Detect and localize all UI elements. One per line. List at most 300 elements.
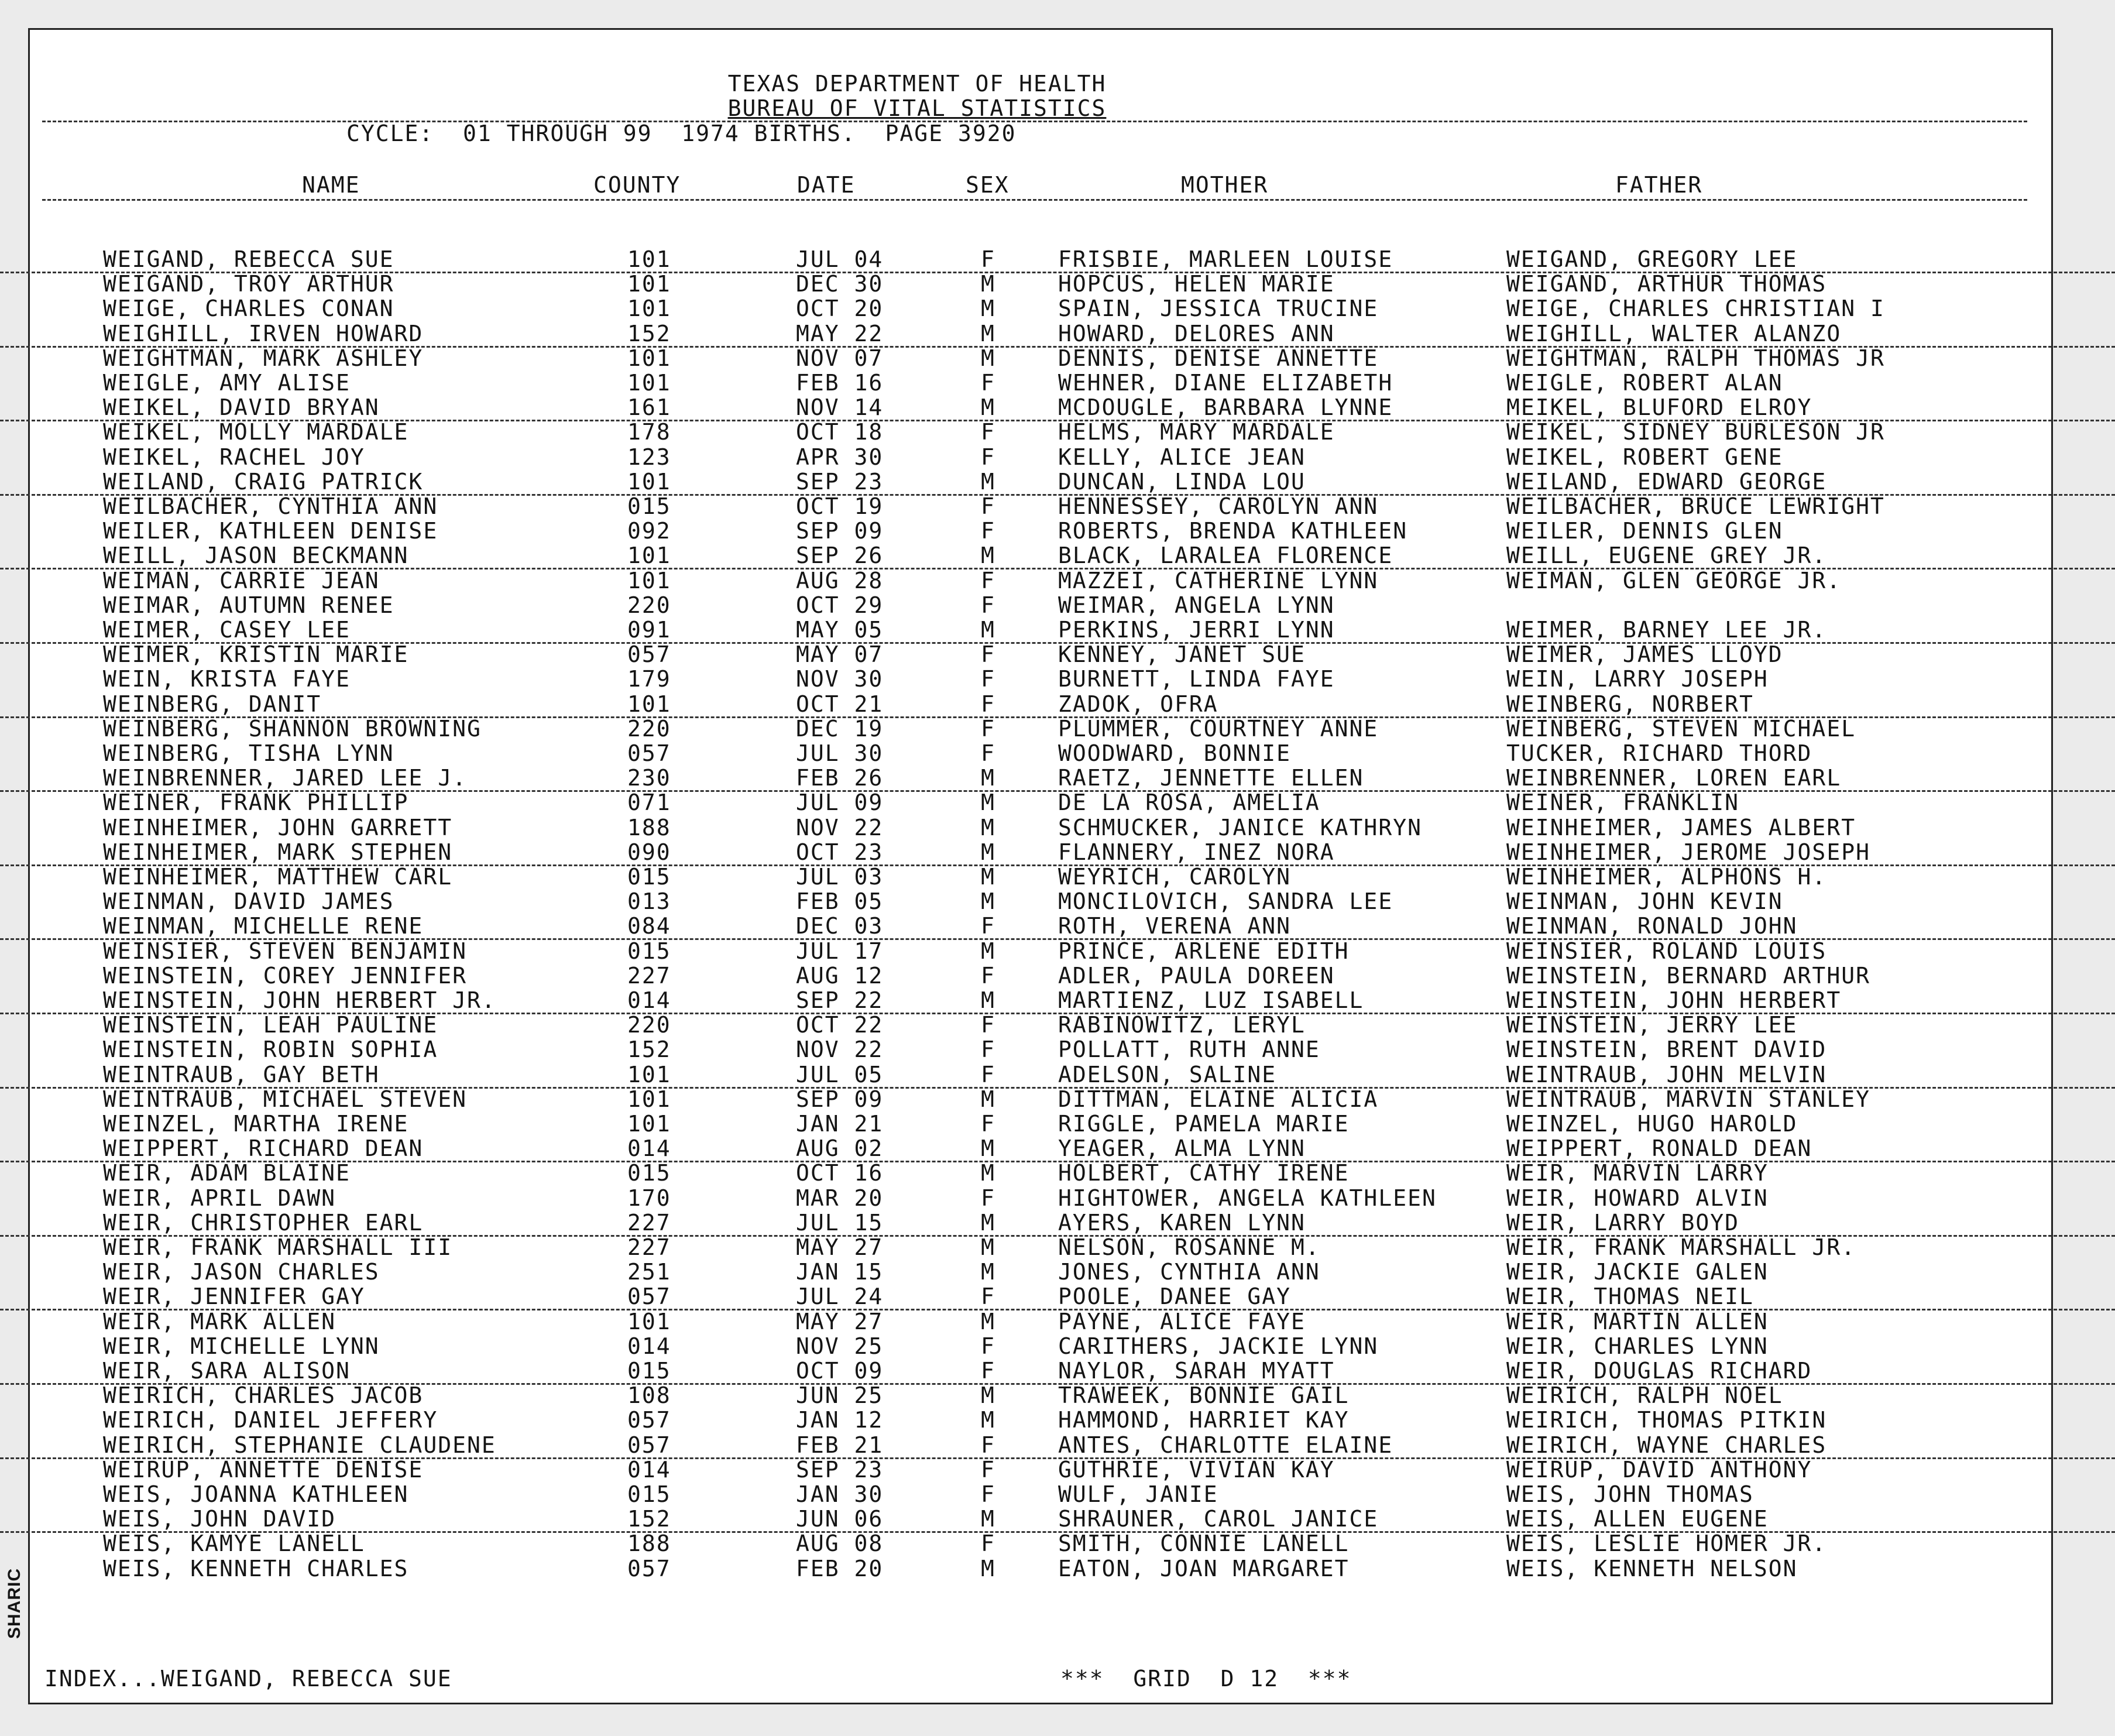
cell-date: NOV 14 — [796, 394, 884, 421]
cell-date: FEB 26 — [796, 765, 884, 791]
cell-name: WEINHEIMER, MATTHEW CARL — [103, 864, 453, 890]
cell-date: MAR 20 — [796, 1185, 884, 1211]
cell-father: WEIKEL, SIDNEY BURLESON JR — [1506, 419, 1885, 445]
cell-county: 057 — [627, 740, 671, 766]
cell-father: WEIR, CHARLES LYNN — [1506, 1333, 1769, 1359]
cell-name: WEINSIER, STEVEN BENJAMIN — [103, 938, 467, 964]
cell-sex: M — [981, 1506, 995, 1532]
cell-name: WEIR, MARK ALLEN — [103, 1308, 337, 1334]
cell-sex: M — [981, 938, 995, 964]
cell-county: 101 — [627, 1111, 671, 1137]
cell-date: OCT 20 — [796, 296, 884, 322]
table-row — [0, 1186, 2115, 1210]
cell-mother: MARTIENZ, LUZ ISABELL — [1058, 987, 1364, 1013]
cell-sex: F — [981, 370, 995, 396]
table-row — [0, 469, 2115, 496]
table-row — [0, 667, 2115, 691]
table-row — [0, 692, 2115, 718]
cell-county: 108 — [627, 1382, 671, 1409]
cell-mother: POLLATT, RUTH ANNE — [1058, 1037, 1320, 1063]
footer-grid: *** GRID D 12 *** — [1060, 1666, 1352, 1692]
cell-name: WEIN, KRISTA FAYE — [103, 666, 351, 692]
cell-county: 152 — [627, 1037, 671, 1063]
cycle-value: 01 THROUGH 99 — [463, 121, 653, 146]
table-row — [0, 840, 2115, 866]
table-row — [0, 593, 2115, 617]
cell-name: WEIMAN, CARRIE JEAN — [103, 567, 380, 593]
cell-father: WEIGHILL, WALTER ALANZO — [1506, 320, 1842, 346]
cell-date: DEC 03 — [796, 913, 884, 939]
cell-name: WEIR, SARA ALISON — [103, 1358, 351, 1384]
table-row — [0, 1161, 2115, 1185]
cell-sex: M — [981, 987, 995, 1013]
cell-name: WEIKEL, MOLLY MARDALE — [103, 419, 409, 445]
cell-county: 014 — [627, 987, 671, 1013]
cell-father: WEIGAND, ARTHUR THOMAS — [1506, 271, 1827, 297]
cell-father: WEIR, FRANK MARSHALL JR. — [1506, 1234, 1856, 1260]
table-row — [0, 1482, 2115, 1507]
table-row — [0, 1433, 2115, 1459]
table-row — [0, 1383, 2115, 1408]
cell-mother: ADELSON, SALINE — [1058, 1061, 1277, 1087]
cell-name: WEINSTEIN, JOHN HERBERT JR. — [103, 987, 496, 1013]
cell-date: AUG 28 — [796, 567, 884, 593]
table-row — [0, 1457, 2115, 1482]
cell-county: 015 — [627, 938, 671, 964]
table-row — [0, 716, 2115, 741]
cell-sex: M — [981, 394, 995, 421]
cell-county: 015 — [627, 1160, 671, 1186]
cell-mother: BURNETT, LINDA FAYE — [1058, 666, 1335, 692]
cell-name: WEIRICH, STEPHANIE CLAUDENE — [103, 1432, 496, 1458]
cell-mother: PERKINS, JERRI LYNN — [1058, 617, 1335, 643]
column-header-county: COUNTY — [593, 172, 681, 198]
cell-father: WEIS, JOHN THOMAS — [1506, 1481, 1754, 1507]
cell-mother: DUNCAN, LINDA LOU — [1058, 468, 1306, 495]
cell-date: AUG 08 — [796, 1531, 884, 1557]
cell-sex: M — [981, 1407, 995, 1433]
cell-sex: F — [981, 1456, 995, 1483]
cell-county: 101 — [627, 345, 671, 371]
cell-father: WEINHEIMER, JAMES ALBERT — [1506, 814, 1856, 840]
table-row — [0, 939, 2115, 963]
table-row — [0, 790, 2115, 815]
cell-father: WEIR, DOUGLAS RICHARD — [1506, 1358, 1812, 1384]
table-row — [0, 1260, 2115, 1284]
cell-mother: NAYLOR, SARAH MYATT — [1058, 1358, 1335, 1384]
cell-father: TUCKER, RICHARD THORD — [1506, 740, 1812, 766]
table-row — [0, 1556, 2115, 1581]
cell-sex: F — [981, 1333, 995, 1359]
cell-sex: F — [981, 641, 995, 668]
cell-father: WEINSTEIN, BRENT DAVID — [1506, 1037, 1827, 1063]
cycle-line — [346, 121, 1016, 146]
cell-mother: ADLER, PAULA DOREEN — [1058, 962, 1335, 989]
cell-county: 220 — [627, 592, 671, 618]
cell-father: WEINHEIMER, JEROME JOSEPH — [1506, 839, 1870, 865]
cell-father: WEIS, KENNETH NELSON — [1506, 1555, 1798, 1581]
table-row — [0, 1087, 2115, 1111]
cell-mother: RIGGLE, PAMELA MARIE — [1058, 1111, 1350, 1137]
cell-date: JAN 30 — [796, 1481, 884, 1507]
cell-name: WEIRICH, CHARLES JACOB — [103, 1382, 424, 1409]
cell-mother: WEIMAR, ANGELA LYNN — [1058, 592, 1335, 618]
cell-sex: F — [981, 1284, 995, 1310]
cell-mother: AYERS, KAREN LYNN — [1058, 1209, 1306, 1236]
cell-mother: POOLE, DANEE GAY — [1058, 1284, 1292, 1310]
cell-name: WEINER, FRANK PHILLIP — [103, 790, 409, 816]
column-header-date: DATE — [797, 172, 856, 198]
table-row — [0, 1284, 2115, 1310]
cell-mother: HOPCUS, HELEN MARIE — [1058, 271, 1335, 297]
table-row — [0, 1136, 2115, 1162]
cell-county: 101 — [627, 1061, 671, 1087]
cell-date: JUL 05 — [796, 1061, 884, 1087]
cell-sex: F — [981, 1358, 995, 1384]
cell-mother: CARITHERS, JACKIE LYNN — [1058, 1333, 1379, 1359]
cell-date: MAY 27 — [796, 1234, 884, 1260]
cell-mother: PLUMMER, COURTNEY ANNE — [1058, 715, 1379, 742]
cell-name: WEIS, JOANNA KATHLEEN — [103, 1481, 409, 1507]
table-row — [0, 445, 2115, 469]
cell-mother: NELSON, ROSANNE M. — [1058, 1234, 1320, 1260]
cell-mother: HELMS, MARY MARDALE — [1058, 419, 1335, 445]
cell-mother: MONCILOVICH, SANDRA LEE — [1058, 888, 1393, 915]
cell-name: WEINSTEIN, ROBIN SOPHIA — [103, 1037, 438, 1063]
cell-county: 101 — [627, 296, 671, 322]
cell-name: WEIS, JOHN DAVID — [103, 1506, 337, 1532]
cell-mother: PRINCE, ARLENE EDITH — [1058, 938, 1350, 964]
cell-mother: SHRAUNER, CAROL JANICE — [1058, 1506, 1379, 1532]
cell-father: WEILL, EUGENE GREY JR. — [1506, 543, 1827, 569]
cell-mother: DE LA ROSA, AMELIA — [1058, 790, 1320, 816]
cell-county: 101 — [627, 468, 671, 495]
cell-date: SEP 22 — [796, 987, 884, 1013]
cell-mother: ANTES, CHARLOTTE ELAINE — [1058, 1432, 1393, 1458]
cell-date: SEP 26 — [796, 543, 884, 569]
cell-county: 220 — [627, 1012, 671, 1038]
cell-mother: ROBERTS, BRENDA KATHLEEN — [1058, 518, 1408, 544]
cell-sex: F — [981, 715, 995, 742]
cell-county: 014 — [627, 1135, 671, 1162]
cell-mother: ZADOK, OFRA — [1058, 691, 1218, 717]
cell-sex: F — [981, 518, 995, 544]
cell-county: 015 — [627, 864, 671, 890]
table-row — [0, 519, 2115, 543]
cell-county: 227 — [627, 962, 671, 989]
table-row — [0, 914, 2115, 940]
cell-mother: FLANNERY, INEZ NORA — [1058, 839, 1335, 865]
cell-date: FEB 16 — [796, 370, 884, 396]
cell-father: WEINBRENNER, LOREN EARL — [1506, 765, 1842, 791]
cell-name: WEIMER, CASEY LEE — [103, 617, 351, 643]
cell-father: WEINSIER, ROLAND LOUIS — [1506, 938, 1827, 964]
cell-sex: M — [981, 617, 995, 643]
cell-father: WEINBERG, NORBERT — [1506, 691, 1754, 717]
cell-mother: EATON, JOAN MARGARET — [1058, 1555, 1350, 1581]
cell-sex: M — [981, 790, 995, 816]
cell-name: WEINMAN, DAVID JAMES — [103, 888, 394, 915]
table-row — [0, 420, 2115, 444]
table-row — [0, 1111, 2115, 1136]
cell-mother: RABINOWITZ, LERYL — [1058, 1012, 1306, 1038]
cell-name: WEIS, KENNETH CHARLES — [103, 1555, 409, 1581]
cell-father: WEINMAN, JOHN KEVIN — [1506, 888, 1783, 915]
cell-name: WEIGHTMAN, MARK ASHLEY — [103, 345, 424, 371]
cell-sex: F — [981, 1531, 995, 1557]
cell-county: 101 — [627, 1086, 671, 1112]
cell-father: WEINSTEIN, JOHN HERBERT — [1506, 987, 1842, 1013]
cell-name: WEIS, KAMYE LANELL — [103, 1531, 365, 1557]
cell-mother: GUTHRIE, VIVIAN KAY — [1058, 1456, 1335, 1483]
cell-name: WEIR, MICHELLE LYNN — [103, 1333, 380, 1359]
table-row — [0, 1309, 2115, 1334]
table-row — [0, 1507, 2115, 1533]
cell-mother: DITTMAN, ELAINE ALICIA — [1058, 1086, 1379, 1112]
cell-date: NOV 07 — [796, 345, 884, 371]
table-row — [0, 346, 2115, 370]
table-row — [0, 568, 2115, 593]
cell-sex: F — [981, 493, 995, 519]
cell-date: OCT 19 — [796, 493, 884, 519]
cell-date: NOV 22 — [796, 1037, 884, 1063]
cell-mother: HOWARD, DELORES ANN — [1058, 320, 1335, 346]
cell-name: WEIR, CHRISTOPHER EARL — [103, 1209, 424, 1236]
table-row — [0, 395, 2115, 421]
cell-father: MEIKEL, BLUFORD ELROY — [1506, 394, 1812, 421]
cell-name: WEILL, JASON BECKMANN — [103, 543, 409, 569]
column-header-rule — [42, 199, 2027, 201]
table-row — [0, 1334, 2115, 1358]
cell-date: JUN 06 — [796, 1506, 884, 1532]
cell-mother: BLACK, LARALEA FLORENCE — [1058, 543, 1393, 569]
cell-date: MAY 07 — [796, 641, 884, 668]
cell-name: WEIGAND, TROY ARTHUR — [103, 271, 394, 297]
table-row — [0, 296, 2115, 321]
cell-sex: M — [981, 864, 995, 890]
cell-name: WEINTRAUB, MICHAEL STEVEN — [103, 1086, 467, 1112]
cycle-label: CYCLE: — [346, 121, 434, 146]
cell-sex: F — [981, 419, 995, 445]
table-row — [0, 543, 2115, 569]
table-row — [0, 370, 2115, 395]
cell-mother: KENNEY, JANET SUE — [1058, 641, 1306, 668]
cell-date: JAN 15 — [796, 1259, 884, 1285]
table-row — [0, 247, 2115, 273]
cell-date: JUL 30 — [796, 740, 884, 766]
cell-county: 090 — [627, 839, 671, 865]
cell-county: 188 — [627, 1531, 671, 1557]
cell-father: WEIR, LARRY BOYD — [1506, 1209, 1740, 1236]
cell-father: WEINSTEIN, JERRY LEE — [1506, 1012, 1798, 1038]
cell-father: WEINSTEIN, BERNARD ARTHUR — [1506, 962, 1870, 989]
cell-county: 188 — [627, 814, 671, 840]
cell-mother: SCHMUCKER, JANICE KATHRYN — [1058, 814, 1422, 840]
cell-mother: SMITH, CONNIE LANELL — [1058, 1531, 1350, 1557]
cell-father: WEIKEL, ROBERT GENE — [1506, 444, 1783, 470]
cell-date: AUG 02 — [796, 1135, 884, 1162]
table-row — [0, 988, 2115, 1014]
cell-date: JUL 17 — [796, 938, 884, 964]
table-row — [0, 494, 2115, 519]
cell-date: OCT 21 — [796, 691, 884, 717]
cell-county: 071 — [627, 790, 671, 816]
cell-county: 015 — [627, 1358, 671, 1384]
cell-county: 101 — [627, 246, 671, 272]
cell-date: APR 30 — [796, 444, 884, 470]
cell-mother: HIGHTOWER, ANGELA KATHLEEN — [1058, 1185, 1437, 1211]
cell-date: AUG 12 — [796, 962, 884, 989]
cell-county: 101 — [627, 691, 671, 717]
cell-sex: M — [981, 1234, 995, 1260]
cell-mother: WEYRICH, CAROLYN — [1058, 864, 1292, 890]
cell-sex: F — [981, 913, 995, 939]
cell-county: 161 — [627, 394, 671, 421]
cell-father: WEIGHTMAN, RALPH THOMAS JR — [1506, 345, 1885, 371]
cell-sex: F — [981, 1481, 995, 1507]
cell-sex: F — [981, 1432, 995, 1458]
cell-date: SEP 09 — [796, 1086, 884, 1112]
cell-sex: F — [981, 666, 995, 692]
cell-father: WEIR, MARVIN LARRY — [1506, 1160, 1769, 1186]
cell-name: WEIKEL, RACHEL JOY — [103, 444, 365, 470]
cell-father: WEIR, HOWARD ALVIN — [1506, 1185, 1769, 1211]
cell-county: 057 — [627, 1407, 671, 1433]
cell-sex: F — [981, 1185, 995, 1211]
column-header-father: FATHER — [1615, 172, 1703, 198]
table-row — [0, 766, 2115, 792]
cell-name: WEIR, JASON CHARLES — [103, 1259, 380, 1285]
cell-mother: HOLBERT, CATHY IRENE — [1058, 1160, 1350, 1186]
cell-mother: JONES, CYNTHIA ANN — [1058, 1259, 1320, 1285]
cell-date: JUL 24 — [796, 1284, 884, 1310]
cell-father: WEILER, DENNIS GLEN — [1506, 518, 1783, 544]
cell-county: 084 — [627, 913, 671, 939]
cell-date: OCT 16 — [796, 1160, 884, 1186]
table-row — [0, 741, 2115, 766]
cell-name: WEINBERG, SHANNON BROWNING — [103, 715, 482, 742]
cell-county: 227 — [627, 1234, 671, 1260]
cell-name: WEIR, JENNIFER GAY — [103, 1284, 365, 1310]
cell-father: WEILBACHER, BRUCE LEWRIGHT — [1506, 493, 1885, 519]
table-row — [0, 642, 2115, 667]
cell-county: 014 — [627, 1333, 671, 1359]
table-row — [0, 1531, 2115, 1556]
cell-date: OCT 23 — [796, 839, 884, 865]
cell-sex: F — [981, 691, 995, 717]
cell-sex: M — [981, 1308, 995, 1334]
cell-sex: F — [981, 1061, 995, 1087]
cell-father: WEIS, LESLIE HOMER JR. — [1506, 1531, 1827, 1557]
cell-county: 152 — [627, 320, 671, 346]
column-header-mother: MOTHER — [1181, 172, 1269, 198]
cell-name: WEINBRENNER, JARED LEE J. — [103, 765, 467, 791]
cell-sex: M — [981, 296, 995, 322]
cell-mother: WULF, JANIE — [1058, 1481, 1218, 1507]
table-row — [0, 272, 2115, 296]
table-row — [0, 1235, 2115, 1260]
table-row — [0, 1062, 2115, 1089]
cell-father: WEIR, THOMAS NEIL — [1506, 1284, 1754, 1310]
cell-father: WEIMER, BARNEY LEE JR. — [1506, 617, 1827, 643]
table-row — [0, 1358, 2115, 1385]
cell-sex: F — [981, 962, 995, 989]
cell-name: WEIMER, KRISTIN MARIE — [103, 641, 409, 668]
column-header-sex: SEX — [966, 172, 1010, 198]
cell-date: MAY 05 — [796, 617, 884, 643]
cell-father: WEIMAN, GLEN GEORGE JR. — [1506, 567, 1842, 593]
table-row — [0, 1408, 2115, 1432]
cell-date: OCT 09 — [796, 1358, 884, 1384]
cell-name: WEIPPERT, RICHARD DEAN — [103, 1135, 424, 1162]
cell-sex: F — [981, 567, 995, 593]
cell-name: WEIRICH, DANIEL JEFFERY — [103, 1407, 438, 1433]
cell-name: WEINMAN, MICHELLE RENE — [103, 913, 424, 939]
cell-date: NOV 25 — [796, 1333, 884, 1359]
cell-county: 057 — [627, 1284, 671, 1310]
cell-mother: HENNESSEY, CAROLYN ANN — [1058, 493, 1379, 519]
cell-mother: TRAWEEK, BONNIE GAIL — [1058, 1382, 1350, 1409]
cell-county: 101 — [627, 271, 671, 297]
cell-name: WEINBERG, TISHA LYNN — [103, 740, 394, 766]
cell-sex: F — [981, 592, 995, 618]
table-row — [0, 1210, 2115, 1237]
cell-date: JUN 25 — [796, 1382, 884, 1409]
cell-sex: F — [981, 1012, 995, 1038]
cell-mother: MAZZEI, CATHERINE LYNN — [1058, 567, 1379, 593]
cell-father: WEILAND, EDWARD GEORGE — [1506, 468, 1827, 495]
column-header-name: NAME — [302, 172, 360, 198]
cell-sex: M — [981, 543, 995, 569]
cell-date: MAY 27 — [796, 1308, 884, 1334]
cell-sex: M — [981, 1086, 995, 1112]
cell-name: WEILBACHER, CYNTHIA ANN — [103, 493, 438, 519]
cell-name: WEIGE, CHARLES CONAN — [103, 296, 394, 322]
cell-mother: RAETZ, JENNETTE ELLEN — [1058, 765, 1364, 791]
cell-name: WEIGLE, AMY ALISE — [103, 370, 351, 396]
cell-county: 227 — [627, 1209, 671, 1236]
cell-mother: ROTH, VERENA ANN — [1058, 913, 1292, 939]
cell-date: SEP 23 — [796, 468, 884, 495]
cell-father: WEIPPERT, RONALD DEAN — [1506, 1135, 1812, 1162]
cell-sex: M — [981, 839, 995, 865]
cell-name: WEINSTEIN, COREY JENNIFER — [103, 962, 467, 989]
cell-father: WEIR, MARTIN ALLEN — [1506, 1308, 1769, 1334]
cell-name: WEIR, ADAM BLAINE — [103, 1160, 351, 1186]
cell-date: DEC 30 — [796, 271, 884, 297]
cell-name: WEINSTEIN, LEAH PAULINE — [103, 1012, 438, 1038]
cell-date: SEP 23 — [796, 1456, 884, 1483]
table-row — [0, 321, 2115, 348]
cell-county: 092 — [627, 518, 671, 544]
cell-sex: M — [981, 345, 995, 371]
cell-date: JUL 04 — [796, 246, 884, 272]
cell-date: JUL 09 — [796, 790, 884, 816]
cell-county: 015 — [627, 1481, 671, 1507]
cell-mother: HAMMOND, HARRIET KAY — [1058, 1407, 1350, 1433]
cell-name: WEILER, KATHLEEN DENISE — [103, 518, 438, 544]
cell-mother: MCDOUGLE, BARBARA LYNNE — [1058, 394, 1393, 421]
cell-county: 220 — [627, 715, 671, 742]
cell-father: WEINER, FRANKLIN — [1506, 790, 1740, 816]
cell-county: 251 — [627, 1259, 671, 1285]
cell-sex: M — [981, 1209, 995, 1236]
cell-name: WEIR, FRANK MARSHALL III — [103, 1234, 453, 1260]
cell-sex: M — [981, 1259, 995, 1285]
cell-sex: F — [981, 246, 995, 272]
cell-father: WEINTRAUB, JOHN MELVIN — [1506, 1061, 1827, 1087]
cell-date: FEB 20 — [796, 1555, 884, 1581]
